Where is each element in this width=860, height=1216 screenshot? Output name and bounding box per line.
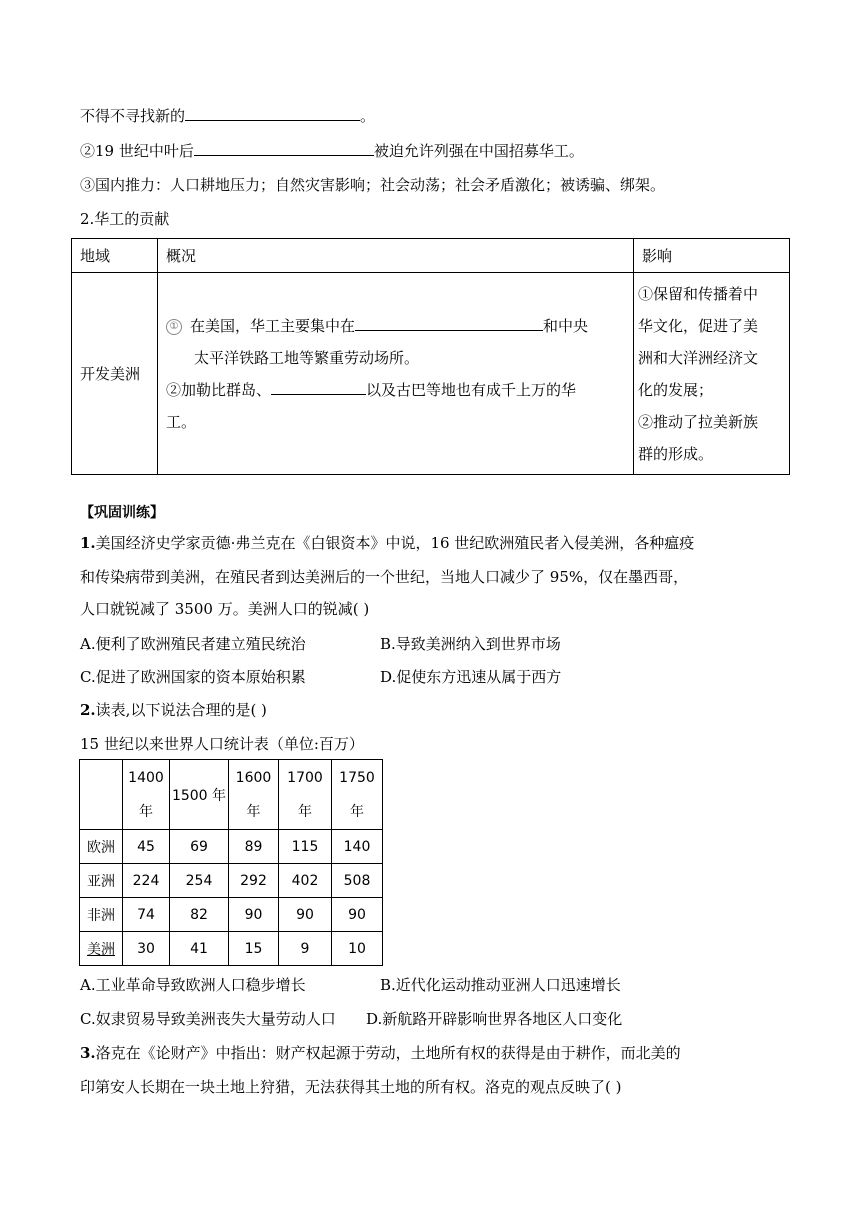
answer-blank (185, 106, 360, 121)
fill-line-1 (80, 105, 375, 126)
q2-option-c: C.奴隶贸易导致美洲丧失大量劳动人口 (80, 1010, 336, 1028)
impact-cell (634, 273, 790, 475)
text: 。 (360, 107, 376, 125)
text: 群的形成。 (638, 444, 714, 463)
table-row (80, 864, 383, 898)
text: ②加勒比群岛、 (166, 380, 272, 399)
circled-one-icon: ① (166, 319, 182, 335)
text: 化的发展； (638, 380, 714, 399)
q1-option-a: A.便利了欧洲殖民者建立殖民统治 (80, 635, 306, 653)
cell: 10 (332, 932, 383, 966)
population-table (79, 759, 383, 966)
text: ①保留和传播着中 (638, 284, 759, 303)
section-title: 【巩固训练】 (80, 505, 164, 521)
year-header: 1500 年 (170, 760, 229, 830)
text: 洲和大洋洲经济文 (638, 348, 759, 367)
q3-line-2: 印第安人长期在一块土地上狩猎，无法获得其土地的所有权。洛克的观点反映了( ) (80, 1078, 622, 1096)
table-row (80, 898, 383, 932)
q2-option-d: D.新航路开辟影响世界各地区人口变化 (366, 1010, 623, 1028)
year-header: 1750 年 (332, 760, 383, 830)
text-line-3: ③国内推力：人口耕地压力；自然灾害影响；社会动荡；社会矛盾激化；被诱骗、绑架。 (80, 176, 666, 194)
header-region: 地域 (72, 239, 158, 273)
answer-blank (194, 141, 374, 156)
cell: 90 (332, 898, 383, 932)
answer-blank (271, 380, 366, 395)
header-overview: 概况 (158, 239, 634, 273)
region-cell: 开发美洲 (72, 273, 158, 475)
cell: 9 (279, 932, 332, 966)
cell: 30 (123, 932, 170, 966)
q1-option-d: D.促使东方迅速从属于西方 (380, 668, 562, 686)
cell: 115 (279, 830, 332, 864)
cell: 508 (332, 864, 383, 898)
text: 洛克在《论财产》中指出：财产权起源于劳动，土地所有权的获得是由于耕作，而北美的 (95, 1044, 681, 1062)
text: 读表,以下说法合理的是( ) (95, 701, 267, 719)
q1-line-2: 和传染病带到美洲，在殖民者到达美洲后的一个世纪，当地人口减少了 95%，仅在墨西哥， (80, 568, 689, 586)
q2-option-a: A.工业革命导致欧洲人口稳步增长 (80, 976, 306, 994)
header-impact: 影响 (634, 239, 790, 273)
cell: 224 (123, 864, 170, 898)
table-row (80, 830, 383, 864)
cell: 254 (170, 864, 229, 898)
text: 太平洋铁路工地等繁重劳动场所。 (194, 348, 420, 367)
text: 和中央 (543, 316, 589, 335)
cell: 90 (279, 898, 332, 932)
row-label: 美洲 (80, 932, 123, 966)
row-label: 亚洲 (80, 864, 123, 898)
overview-cell (158, 273, 634, 475)
cell: 69 (170, 830, 229, 864)
corner-cell (80, 760, 123, 830)
chinese-labor-table (71, 238, 790, 475)
cell: 74 (123, 898, 170, 932)
year-header: 1400 年 (123, 760, 170, 830)
q1-line-1: 1.美国经济史学家贡德·弗兰克在《白银资本》中说，16 世纪欧洲殖民者入侵美洲，各种瘟疫 (80, 534, 695, 552)
text: 在美国，华工主要集中在 (190, 316, 356, 335)
table-row (80, 932, 383, 966)
cell: 90 (229, 898, 279, 932)
text: 被迫允许列强在中国招募华工。 (373, 142, 584, 160)
text: 美国经济史学家贡德·弗兰克在《白银资本》中说，16 世纪欧洲殖民者入侵美洲，各种瘟疫 (95, 534, 695, 552)
text: 不得不寻找新的 (80, 107, 186, 125)
text: 以及古巴等地也有成千上万的华 (366, 380, 577, 399)
row-label: 欧洲 (80, 830, 123, 864)
cell: 292 (229, 864, 279, 898)
q1-line-3: 人口就锐减了 3500 万。美洲人口的锐减( ) (80, 600, 370, 618)
cell: 41 (170, 932, 229, 966)
table-title: 15 世纪以来世界人口统计表（单位:百万） (80, 735, 364, 753)
row-label: 非洲 (80, 898, 123, 932)
q1-option-b: B.导致美洲纳入到世界市场 (380, 635, 561, 653)
subheading: 2.华工的贡献 (80, 210, 170, 228)
year-header: 1600 年 (229, 760, 279, 830)
q3-line-1: 3.洛克在《论财产》中指出：财产权起源于劳动，土地所有权的获得是由于耕作，而北美的 (80, 1044, 681, 1062)
fill-line-2 (80, 140, 584, 161)
answer-blank (355, 316, 543, 331)
cell: 15 (229, 932, 279, 966)
text: ②19 世纪中叶后 (80, 142, 194, 160)
q2-option-b: B.近代化运动推动亚洲人口迅速增长 (380, 976, 621, 994)
year-header: 1700 年 (279, 760, 332, 830)
text: 工。 (166, 412, 197, 431)
cell: 402 (279, 864, 332, 898)
q2-line: 2.读表,以下说法合理的是( ) (80, 701, 267, 719)
text: ②推动了拉美新族 (638, 412, 759, 431)
text: 华文化，促进了美 (638, 316, 759, 335)
cell: 82 (170, 898, 229, 932)
cell: 45 (123, 830, 170, 864)
cell: 89 (229, 830, 279, 864)
cell: 140 (332, 830, 383, 864)
q1-option-c: C.促进了欧洲国家的资本原始积累 (80, 668, 306, 686)
